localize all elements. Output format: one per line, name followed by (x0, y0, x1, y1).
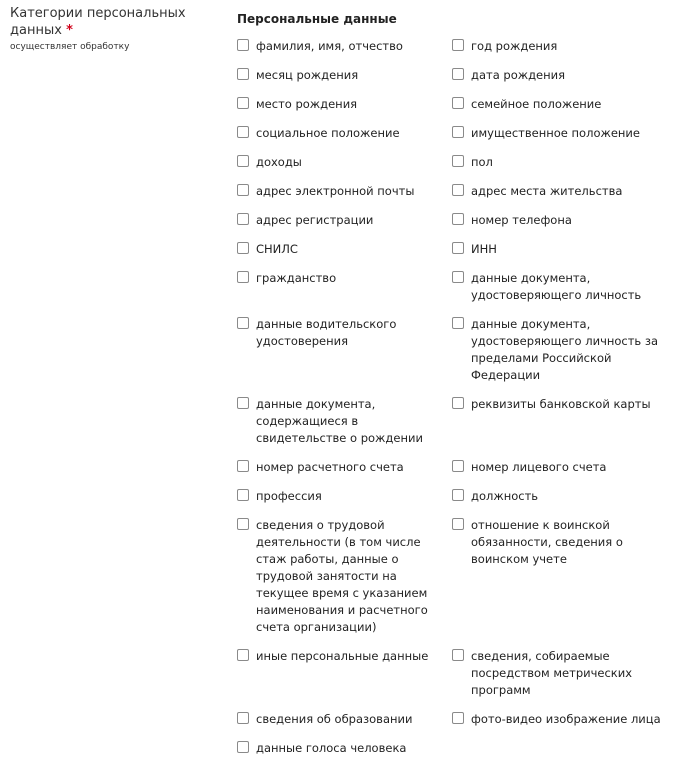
group-title: Персональные данные (237, 12, 397, 26)
checkbox-option[interactable] (237, 212, 452, 241)
checkbox-label[interactable]: номер лицевого счета (471, 460, 607, 474)
checkbox-option[interactable] (237, 648, 452, 711)
checkbox-label[interactable]: адрес места жительства (471, 184, 623, 198)
checkbox[interactable] (237, 184, 249, 196)
checkbox[interactable] (237, 97, 249, 109)
checkbox-option[interactable] (452, 488, 667, 517)
checkbox-label[interactable]: реквизиты банковской карты (471, 397, 651, 411)
checkbox-label[interactable]: данные голоса человека (256, 741, 407, 755)
checkbox-option[interactable] (237, 96, 452, 125)
checkbox[interactable] (452, 97, 464, 109)
checkbox[interactable] (452, 155, 464, 167)
checkbox-option[interactable] (237, 241, 452, 270)
checkbox-option[interactable] (452, 183, 667, 212)
checkbox[interactable] (452, 68, 464, 80)
checkbox-option[interactable] (237, 740, 452, 769)
checkbox-option[interactable] (452, 517, 667, 648)
checkbox-label[interactable]: иные персональные данные (256, 649, 429, 663)
checkbox-label[interactable]: данные документа, удостоверяющего личность за пределами Российской Федерации (471, 317, 659, 382)
options-grid (237, 38, 667, 769)
checkbox[interactable] (452, 317, 464, 329)
checkbox-option[interactable] (452, 212, 667, 241)
checkbox[interactable] (237, 397, 249, 409)
checkbox-option[interactable] (452, 396, 667, 459)
checkbox-option[interactable] (237, 125, 452, 154)
checkbox[interactable] (452, 712, 464, 724)
checkbox-option[interactable] (452, 154, 667, 183)
field-title-text: Категории персональных данных (10, 6, 186, 38)
checkbox[interactable] (237, 242, 249, 254)
checkbox-option[interactable] (237, 154, 452, 183)
checkbox-label[interactable]: номер расчетного счета (256, 460, 404, 474)
checkbox[interactable] (237, 518, 249, 530)
checkbox-option[interactable] (452, 316, 667, 396)
checkbox-option[interactable] (452, 38, 667, 67)
field-label (10, 5, 225, 53)
checkbox-option[interactable] (452, 648, 667, 711)
checkbox-label[interactable]: сведения о трудовой деятельности (в том числе стаж работы, данные о трудовой занятости на текущее время с указанием наименования и расчетного счета организации) (256, 518, 428, 634)
personal-data-group (237, 11, 667, 769)
checkbox-label[interactable]: социальное положение (256, 126, 400, 140)
checkbox-option[interactable] (452, 241, 667, 270)
checkbox-option[interactable] (237, 711, 452, 740)
checkbox-label[interactable]: семейное положение (471, 97, 602, 111)
checkbox[interactable] (237, 39, 249, 51)
checkbox-label[interactable]: номер телефона (471, 213, 572, 227)
checkbox[interactable] (237, 712, 249, 724)
checkbox-label[interactable]: отношение к воинской обязанности, сведения о воинском учете (471, 518, 623, 566)
checkbox-option[interactable] (452, 125, 667, 154)
checkbox-option[interactable] (237, 38, 452, 67)
checkbox[interactable] (452, 649, 464, 661)
field-title (10, 5, 225, 39)
checkbox-label[interactable]: СНИЛС (256, 242, 298, 256)
checkbox[interactable] (452, 518, 464, 530)
checkbox[interactable] (237, 741, 249, 753)
checkbox-label[interactable]: гражданство (256, 271, 337, 285)
checkbox-label[interactable]: сведения, собираемые посредством метрических программ (471, 649, 633, 697)
checkbox-option[interactable] (237, 67, 452, 96)
checkbox[interactable] (452, 39, 464, 51)
checkbox-label[interactable]: пол (471, 155, 493, 169)
checkbox-label[interactable]: доходы (256, 155, 302, 169)
checkbox[interactable] (237, 126, 249, 138)
checkbox-option[interactable] (452, 459, 667, 488)
checkbox-label[interactable]: месяц рождения (256, 68, 359, 82)
checkbox-option[interactable] (237, 459, 452, 488)
checkbox-option[interactable] (237, 517, 452, 648)
checkbox[interactable] (237, 213, 249, 225)
checkbox[interactable] (452, 184, 464, 196)
checkbox[interactable] (452, 126, 464, 138)
checkbox-label[interactable]: данные водительского удостоверения (256, 317, 397, 348)
checkbox[interactable] (237, 68, 249, 80)
checkbox-label[interactable]: сведения об образовании (256, 712, 413, 726)
checkbox[interactable] (452, 213, 464, 225)
checkbox[interactable] (237, 649, 249, 661)
checkbox-label[interactable]: фото-видео изображение лица (471, 712, 661, 726)
checkbox-option[interactable] (237, 488, 452, 517)
checkbox-option[interactable] (237, 316, 452, 396)
checkbox-option[interactable] (452, 711, 667, 740)
checkbox-label[interactable]: имущественное положение (471, 126, 640, 140)
checkbox-label[interactable]: дата рождения (471, 68, 566, 82)
checkbox-label[interactable]: данные документа, удостоверяющего личность (471, 271, 642, 302)
checkbox[interactable] (237, 317, 249, 329)
checkbox[interactable] (237, 489, 249, 501)
checkbox[interactable] (452, 242, 464, 254)
checkbox-label[interactable]: должность (471, 489, 539, 503)
checkbox[interactable] (237, 460, 249, 472)
checkbox[interactable] (452, 489, 464, 501)
checkbox-label[interactable]: ИНН (471, 242, 497, 256)
checkbox[interactable] (452, 271, 464, 283)
checkbox-label[interactable]: год рождения (471, 39, 558, 53)
checkbox-label[interactable]: фамилия, имя, отчество (256, 39, 403, 53)
checkbox-option[interactable] (237, 396, 452, 459)
field-hint: осуществляет обработку (10, 42, 130, 52)
checkbox-label[interactable]: место рождения (256, 97, 358, 111)
required-mark: * (66, 23, 73, 38)
checkbox-option[interactable] (452, 96, 667, 125)
checkbox-label[interactable]: профессия (256, 489, 322, 503)
checkbox-option[interactable] (237, 270, 452, 316)
checkbox[interactable] (452, 397, 464, 409)
checkbox-option[interactable] (452, 67, 667, 96)
checkbox-option[interactable] (237, 183, 452, 212)
checkbox-label[interactable]: адрес электронной почты (256, 184, 415, 198)
checkbox-option[interactable] (452, 270, 667, 316)
checkbox[interactable] (237, 155, 249, 167)
checkbox[interactable] (452, 460, 464, 472)
checkbox-label[interactable]: данные документа, содержащиеся в свидетельстве о рождении (256, 397, 423, 445)
checkbox[interactable] (237, 271, 249, 283)
checkbox-label[interactable]: адрес регистрации (256, 213, 374, 227)
